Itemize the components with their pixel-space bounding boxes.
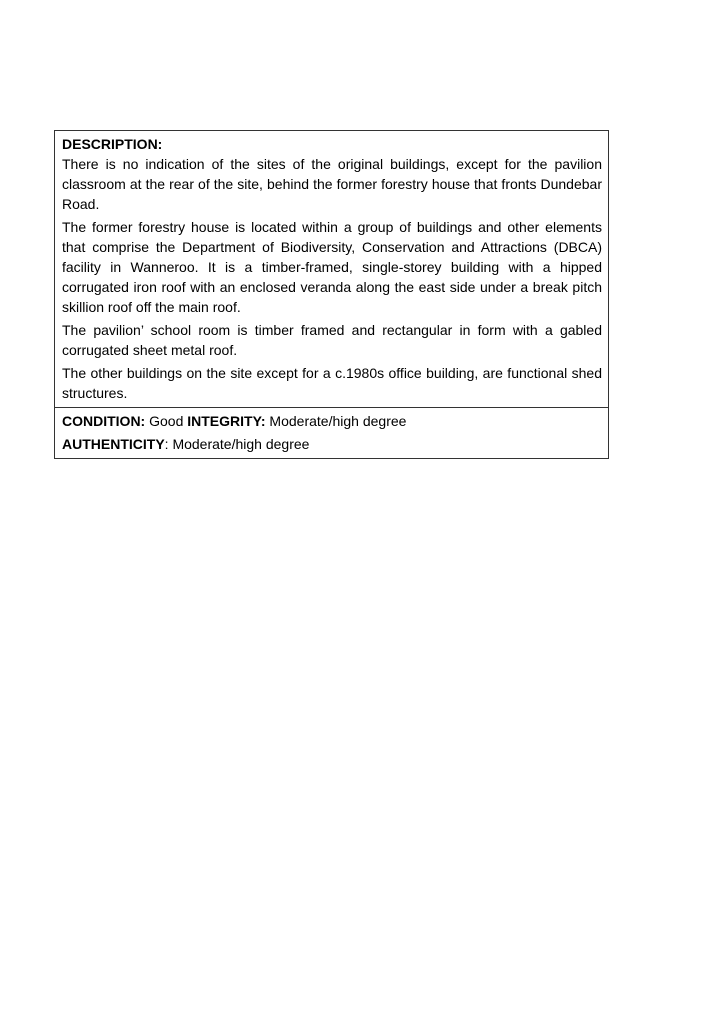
description-cell <box>55 131 608 407</box>
authenticity-label: AUTHENTICITY <box>62 436 165 452</box>
description-paragraph: The other buildings on the site except for a c.1980s office building, are functional shed structures. <box>62 365 602 401</box>
condition-value: Good <box>145 413 188 429</box>
authenticity-line <box>62 434 602 454</box>
description-paragraph: The pavilion’ school room is timber framed and rectangular in form with a gabled corrugated sheet metal roof. <box>62 322 602 358</box>
assessment-cell <box>55 407 608 458</box>
description-table <box>54 130 609 459</box>
condition-label: CONDITION: <box>62 413 146 429</box>
description-paragraph: The former forestry house is located within a group of buildings and other elements that comprise the Department of Biodiversity, Conservation and Attractions (DBCA) facility in Wanneroo. It is a timber-framed, single-storey building with a hipped corrugated iron roof with an enclosed veranda along the east side under a break pitch skillion roof off the main roof. <box>62 219 602 315</box>
description-heading: DESCRIPTION: <box>62 136 163 152</box>
condition-integrity-line <box>62 411 602 431</box>
integrity-label: INTEGRITY: <box>187 413 266 429</box>
integrity-value: Moderate/high degree <box>265 413 407 429</box>
description-paragraph: There is no indication of the sites of the original buildings, except for the pavilion classroom at the rear of the site, behind the former forestry house that fronts Dundebar Road. <box>62 156 602 212</box>
authenticity-value: : Moderate/high degree <box>164 436 310 452</box>
